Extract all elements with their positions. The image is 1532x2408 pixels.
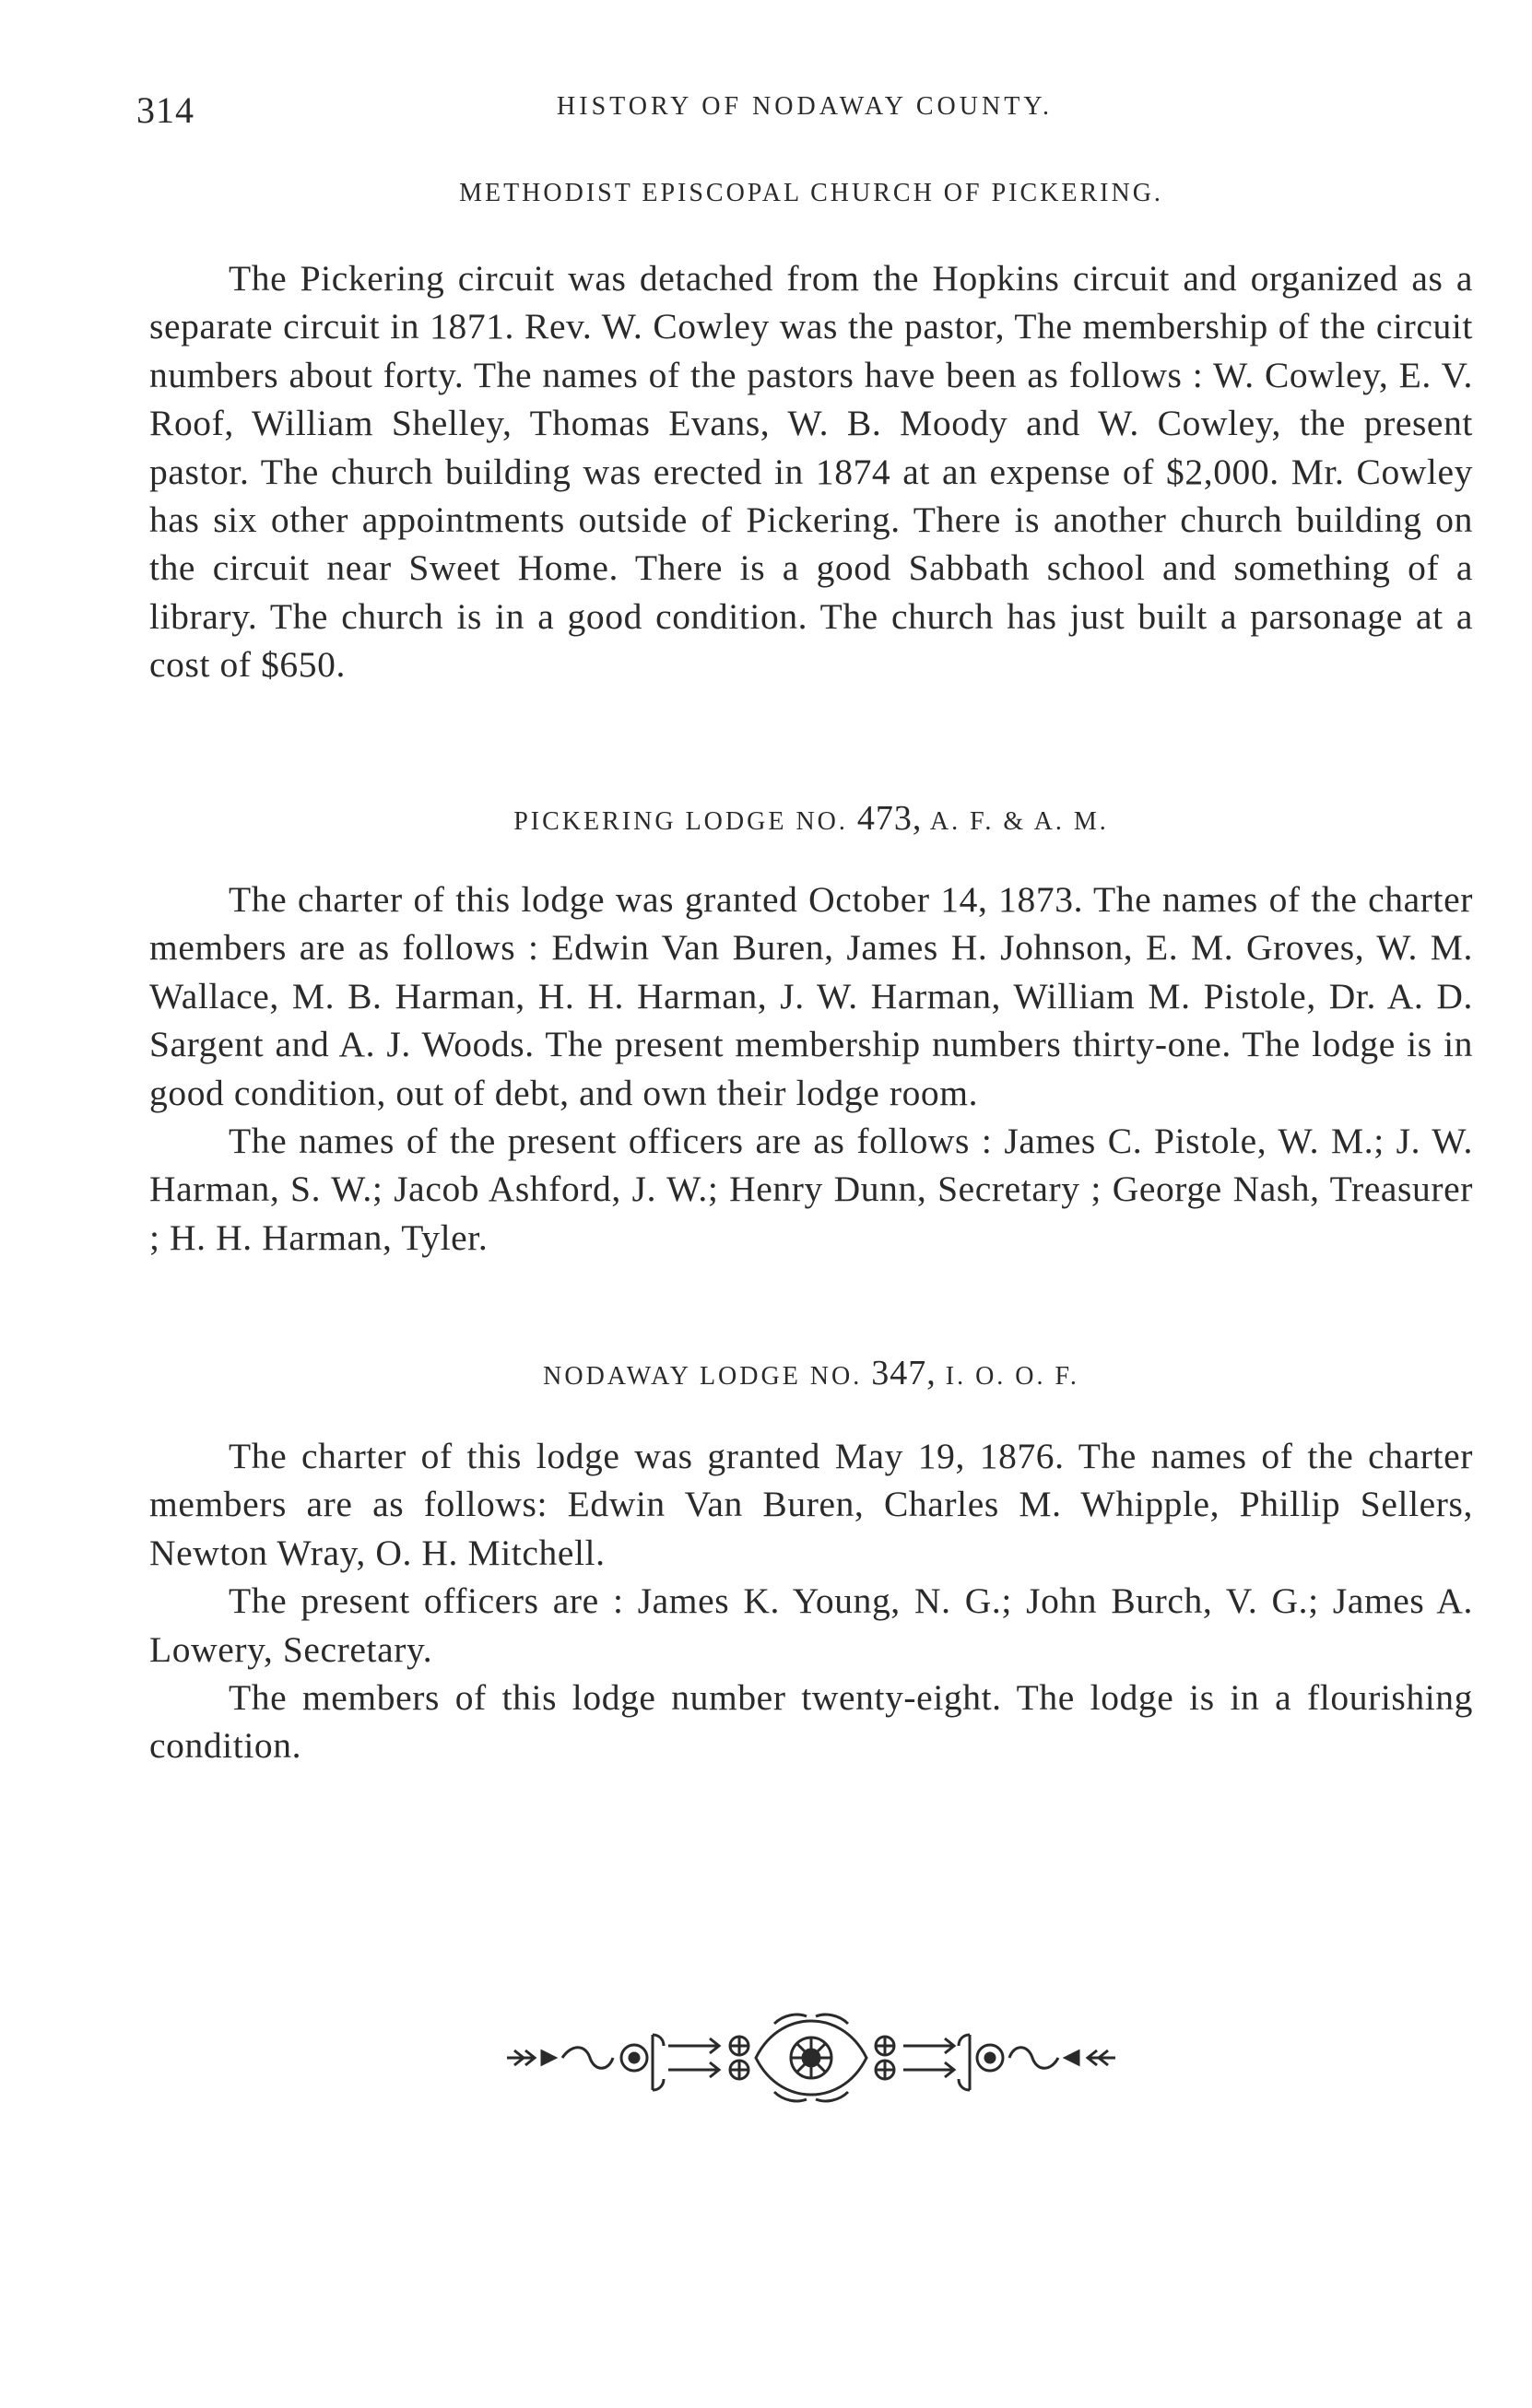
running-title: HISTORY OF NODAWAY COUNTY. bbox=[557, 92, 1053, 121]
section-heading-pickering-lodge bbox=[147, 798, 1475, 839]
paragraph: The charter of this lodge was granted May 19, 1876. The names of the charter members are as follows: Edwin Van Buren, Charles M. Whipple, Phillip Sellers, Newton Wray, O. H. Mitchell. bbox=[149, 1436, 1473, 1573]
page-number: 314 bbox=[136, 89, 194, 131]
section-heading-nodaway-lodge bbox=[147, 1353, 1475, 1393]
page-header bbox=[136, 88, 1473, 135]
paragraph: The names of the present officers are as follows : James C. Pistole, W. M.; J. W. Harman, S. W.; Jacob Ashford, J. W.; Henry Dunn, Secretary ; George Nash, Treasurer ; H. H. Harman, Tyler. bbox=[149, 1121, 1473, 1258]
paragraph: The charter of this lodge was granted October 14, 1873. The names of the charter members are as follows : Edwin Van Buren, James H. Johnson, E. M. Groves, W. M. Wallace, M. B. Harman, H. H. Harman, J. W. Harman, William M. Pistole, Dr. A. D. Sargent and A. J. Woods. The present membership numbers thirty-one. The lodge is in good condition, out of debt, and own their lodge room. bbox=[149, 879, 1473, 1113]
decorative-scroll-ornament-icon bbox=[498, 2007, 1125, 2108]
heading-number: 347, bbox=[871, 1354, 937, 1392]
section-body-methodist bbox=[149, 254, 1473, 689]
paragraph: The Pickering circuit was detached from the Hopkins circuit and organized as a separate circuit in 1871. Rev. W. Cowley was the pastor, The membership of the circuit numbers about forty. The names of the pastors have been as follows : W. Cowley, E. V. Roof, William Shelley, Thomas Evans, W. B. Moody and W. Cowley, the present pastor. The church building was erected in 1874 at an expense of $2,000. Mr. Cowley has six other appointments outside of Pickering. There is another church building on the circuit near Sweet Home. There is a good Sabbath school and something of a library. The church is in a good condition. The church has just built a parsonage at a cost of $650. bbox=[149, 258, 1473, 686]
heading-text: PICKERING LODGE NO. bbox=[513, 807, 848, 836]
section-body-pickering-lodge bbox=[149, 875, 1473, 1262]
paragraph: The members of this lodge number twenty-eight. The lodge is in a flourishing condition. bbox=[149, 1677, 1473, 1767]
heading-suffix: I. O. O. F. bbox=[945, 1362, 1079, 1391]
section-heading-methodist: METHODIST EPISCOPAL CHURCH OF PICKERING. bbox=[459, 179, 1163, 207]
paragraph: The present officers are : James K. Young, N. G.; John Burch, V. G.; James A. Lowery, Secretary. bbox=[149, 1580, 1473, 1670]
heading-text: NODAWAY LODGE NO. bbox=[543, 1362, 863, 1391]
heading-suffix: A. F. & A. M. bbox=[929, 807, 1109, 836]
section-body-nodaway-lodge bbox=[149, 1432, 1473, 1770]
heading-number: 473, bbox=[856, 799, 923, 838]
